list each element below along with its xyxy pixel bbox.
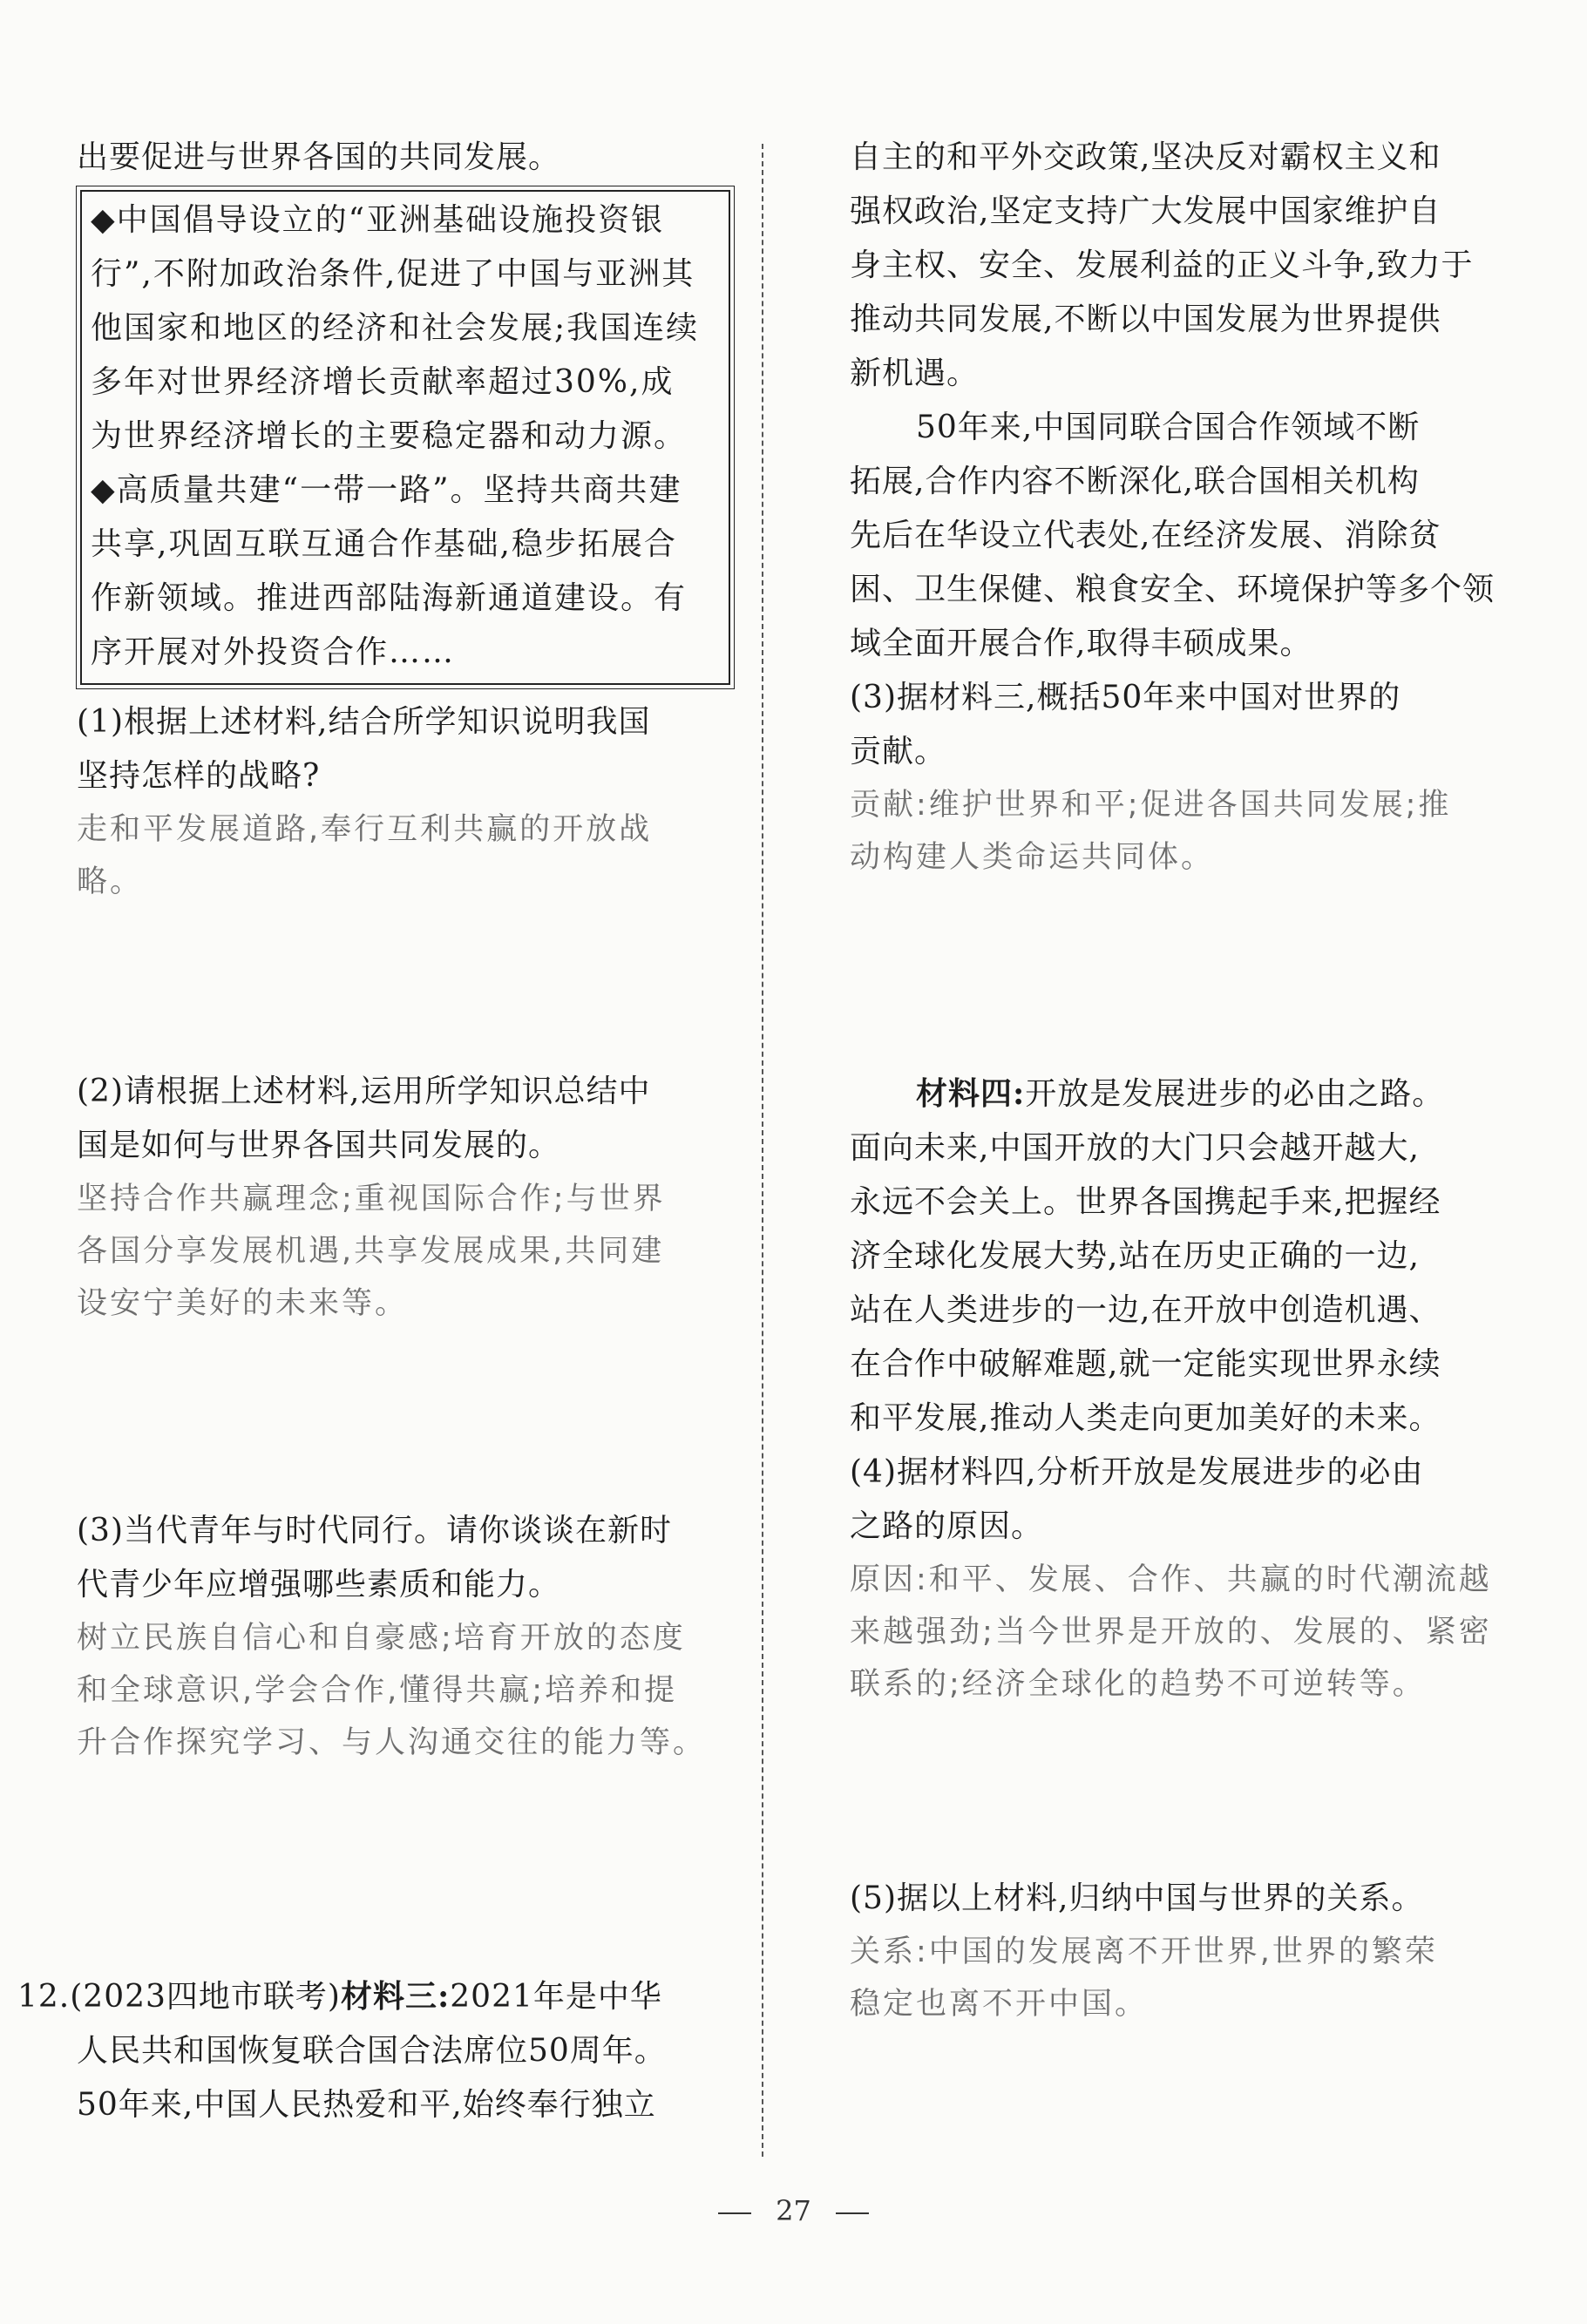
question-1 — [77, 695, 732, 803]
answer-line: 稳定也离不开中国。 — [850, 1987, 1149, 2022]
answer-line: 和全球意识,学会合作,懂得共赢;培养和提 — [77, 1673, 678, 1708]
material-text: 2021年是中华 — [450, 1979, 662, 2015]
page-number: 27 — [776, 2194, 811, 2227]
material-line: 面向未来,中国开放的大门只会越开越大, — [850, 1130, 1420, 1166]
answer-line: 联系的;经济全球化的趋势不可逆转等。 — [850, 1667, 1426, 1702]
box-line: 他国家和地区的经济和社会发展;我国连续 — [91, 310, 700, 346]
question-line: 贡献。 — [850, 734, 947, 769]
box-line: 为世界经济增长的主要稳定器和动力源。 — [91, 418, 688, 454]
question-line: (3)当代青年与时代同行。请你谈谈在新时 — [77, 1513, 672, 1548]
intro-line: 出要促进与世界各国的共同发展。 — [77, 139, 561, 175]
answer-r5 — [850, 1926, 1508, 2030]
box-line: ◆高质量共建“一带一路”。坚持共商共建 — [91, 472, 682, 508]
material-line: 站在人类进步的一边,在开放中创造机遇、 — [850, 1292, 1441, 1328]
material-line: 困、卫生保健、粮食安全、环境保护等多个领 — [850, 572, 1495, 607]
question-r5 — [850, 1872, 1508, 1926]
answer-line: 设安宁美好的未来等。 — [77, 1286, 409, 1321]
question-line: (4)据材料四,分析开放是发展进步的必由 — [850, 1454, 1424, 1490]
material-3-continued — [850, 131, 1508, 401]
question-3 — [77, 1504, 732, 1612]
box-line: 序开展对外投资合作…… — [91, 634, 456, 670]
question-line: (3)据材料三,概括50年来中国对世界的 — [850, 680, 1401, 715]
material-line: 自主的和平外交政策,坚决反对霸权主义和 — [850, 139, 1441, 175]
box-line: 多年对世界经济增长贡献率超过30%,成 — [91, 364, 675, 400]
box-line: 作新领域。推进西部陆海新通道建设。有 — [91, 580, 688, 616]
page-footer — [0, 2194, 1587, 2227]
answer-r4 — [850, 1554, 1508, 1711]
right-column — [850, 131, 1508, 2030]
material-line: 强权政治,坚定支持广大发展中国家维护自 — [850, 193, 1441, 229]
box-line: 行”,不附加政治条件,促进了中国与亚洲其 — [91, 256, 695, 292]
box-line: 共享,巩固互联互通合作基础,稳步拓展合 — [91, 526, 677, 562]
question-12 — [17, 1969, 732, 2132]
material-line: 拓展,合作内容不断深化,联合国相关机构 — [850, 464, 1420, 499]
material-line: 在合作中破解难题,就一定能实现世界永续 — [850, 1346, 1441, 1382]
question-12-first-line — [17, 1969, 732, 2024]
material-line: 身主权、安全、发展利益的正义斗争,致力于 — [850, 247, 1474, 283]
material-4 — [850, 1067, 1508, 1446]
answer-3 — [77, 1612, 732, 1769]
box-line: ◆中国倡导设立的“亚洲基础设施投资银 — [91, 202, 665, 238]
answer-line: 坚持合作共赢理念;重视国际合作;与世界 — [77, 1182, 666, 1216]
question-line: (2)请根据上述材料,运用所学知识总结中 — [77, 1074, 651, 1109]
material-4-first-line — [850, 1067, 1508, 1121]
answer-1 — [77, 803, 732, 908]
material-3-paragraph-2 — [850, 401, 1508, 671]
material-line: 永远不会关上。世界各国携起手来,把握经 — [850, 1184, 1441, 1220]
material-line: 人民共和国恢复联合国合法席位50周年。 — [77, 2033, 667, 2069]
question-line: 之路的原因。 — [850, 1508, 1044, 1544]
question-r3 — [850, 671, 1508, 779]
answer-line: 走和平发展道路,奉行互利共赢的开放战 — [77, 812, 653, 847]
answer-line: 来越强劲;当今世界是开放的、发展的、紧密 — [850, 1615, 1492, 1650]
answer-2 — [77, 1173, 732, 1330]
material-line: 济全球化发展大势,站在历史正确的一边, — [850, 1238, 1420, 1274]
column-divider — [762, 144, 763, 2157]
material-line: 新机遇。 — [850, 356, 980, 391]
footer-dash-left — [718, 2212, 751, 2214]
material-line: 推动共同发展,不断以中国发展为世界提供 — [850, 302, 1441, 337]
answer-line: 升合作探究学习、与人沟通交往的能力等。 — [77, 1725, 707, 1760]
answer-line: 原因:和平、发展、合作、共赢的时代潮流越 — [850, 1562, 1492, 1597]
question-line: 坚持怎样的战略? — [77, 758, 321, 794]
left-column — [17, 131, 732, 2132]
answer-line: 动构建人类命运共同体。 — [850, 840, 1215, 875]
answer-line: 关系:中国的发展离不开世界,世界的繁荣 — [850, 1934, 1438, 1969]
material-text: 开放是发展进步的必由之路。 — [1025, 1076, 1445, 1112]
material-label: 材料四: — [916, 1075, 1026, 1112]
material-line: 50年来,中国人民热爱和平,始终奉行独立 — [77, 2087, 656, 2123]
material-label: 材料三: — [340, 1978, 451, 2015]
question-2 — [77, 1065, 732, 1173]
question-line: 代青少年应增强哪些素质和能力。 — [77, 1567, 561, 1602]
question-line: (5)据以上材料,归纳中国与世界的关系。 — [850, 1880, 1424, 1916]
answer-line: 树立民族自信心和自豪感;培育开放的态度 — [77, 1621, 686, 1656]
question-line: (1)根据上述材料,结合所学知识说明我国 — [77, 704, 651, 740]
material-line: 50年来,中国同联合国合作领域不断 — [916, 410, 1421, 445]
material-line: 域全面开展合作,取得丰硕成果。 — [850, 626, 1312, 661]
answer-line: 各国分享发展机遇,共享发展成果,共同建 — [77, 1234, 665, 1269]
material-line: 先后在华设立代表处,在经济发展、消除贫 — [850, 518, 1441, 553]
answer-line: 略。 — [77, 864, 144, 899]
footer-dash-right — [836, 2212, 869, 2214]
question-source: (2023四地市联考) — [70, 1979, 341, 2015]
answer-line: 贡献:维护世界和平;促进各国共同发展;推 — [850, 788, 1452, 823]
answer-r3 — [850, 779, 1508, 884]
material-line: 和平发展,推动人类走向更加美好的未来。 — [850, 1400, 1441, 1436]
question-r4 — [850, 1446, 1508, 1554]
question-line: 国是如何与世界各国共同发展的。 — [77, 1128, 561, 1163]
question-number: 12. — [17, 1979, 71, 2015]
material-box — [80, 190, 730, 685]
